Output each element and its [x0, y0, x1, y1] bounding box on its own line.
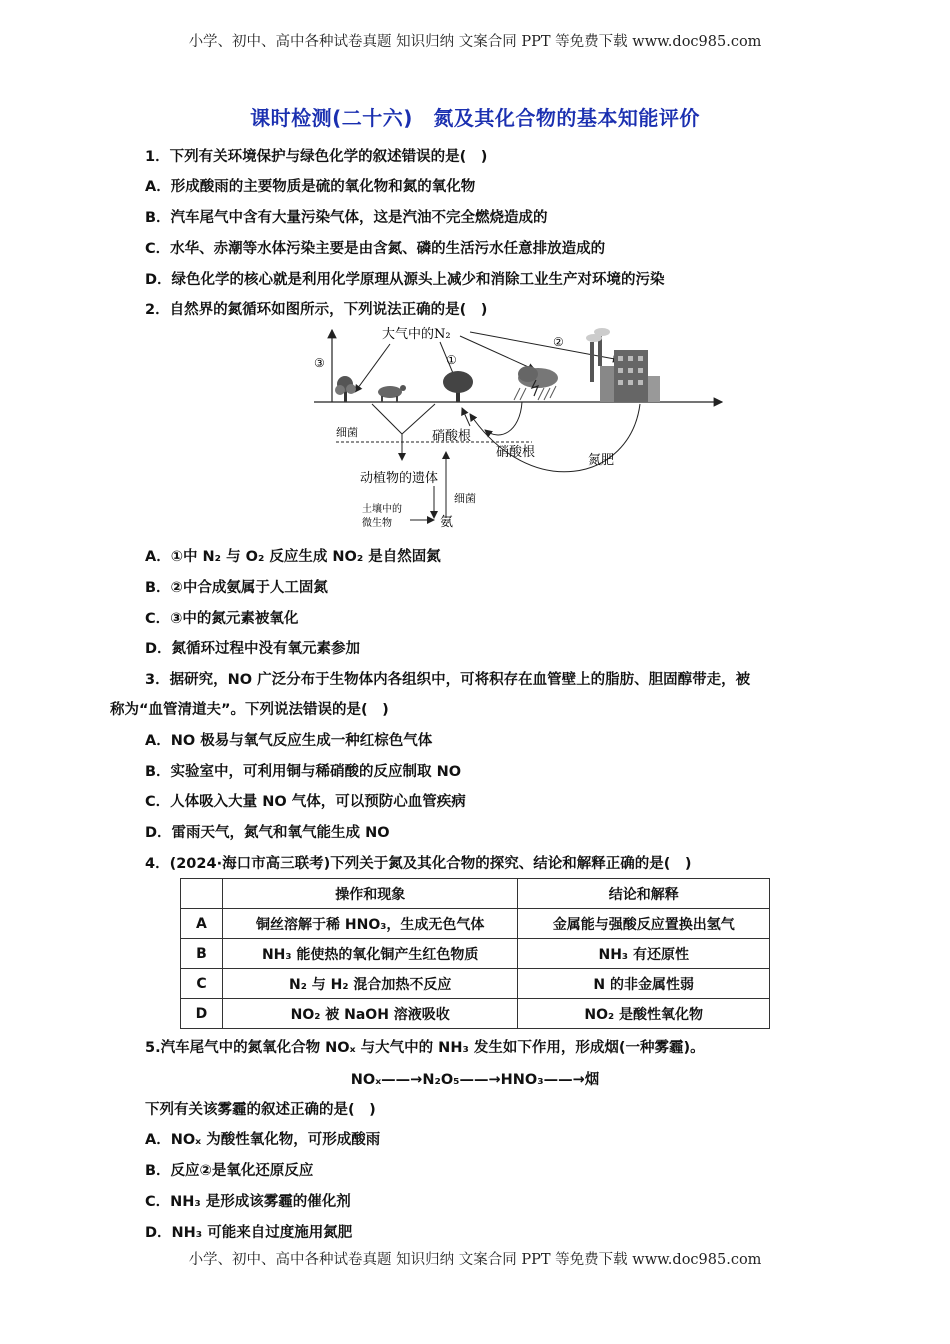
table-cell: B	[181, 939, 223, 969]
bacteria-label-1: 细菌	[336, 426, 358, 439]
funnel-right	[402, 404, 435, 434]
table-cell: NH₃ 能使热的氧化铜产生红色物质	[222, 939, 518, 969]
q3-option-d: D．雷雨天气，氮气和氧气能生成 NO	[145, 825, 390, 841]
marker-2: ②	[553, 335, 564, 349]
table-row	[181, 999, 770, 1029]
q1-option-d: D．绿色化学的核心就是利用化学原理从源头上减少和消除工业生产对环境的污染	[145, 272, 665, 288]
q5-option-d: D．NH₃ 可能来自过度施用氮肥	[145, 1225, 353, 1241]
table-cell: 金属能与强酸反应置换出氢气	[518, 909, 770, 939]
table-header-cell: 结论和解释	[518, 879, 770, 909]
q5-lead: 下列有关该雾霾的叙述正确的是( )	[145, 1102, 376, 1118]
arrow-rain-to-nitrate	[485, 402, 522, 435]
table-row	[181, 969, 770, 999]
arrow-fertilizer	[470, 404, 640, 472]
q5-stem: 5.汽车尾气中的氮氧化合物 NOₓ 与大气中的 NH₃ 发生如下作用，形成烟(一种雾霾)。	[145, 1040, 705, 1056]
q2-stem: 2．自然界的氮循环如图所示，下列说法正确的是( )	[145, 302, 488, 318]
q5-option-b: B．反应②是氧化还原反应	[145, 1163, 314, 1179]
table-header-cell: 操作和现象	[222, 879, 518, 909]
table-cell: C	[181, 969, 223, 999]
soil-label-2: 微生物	[362, 518, 392, 529]
nitrogen-cycle-diagram	[310, 322, 730, 534]
funnel-left	[372, 404, 402, 434]
page-title: 课时检测(二十六) 氮及其化合物的基本知能评价	[250, 106, 700, 130]
table-row	[181, 909, 770, 939]
q5-option-a: A．NOₓ 为酸性氧化物，可形成酸雨	[145, 1132, 381, 1148]
nfert-label: 氮肥	[588, 453, 615, 468]
cow-icon	[378, 385, 406, 402]
q3-option-a: A．NO 极易与氧气反应生成一种红棕色气体	[145, 733, 433, 749]
table-cell: NO₂ 被 NaOH 溶液吸收	[222, 999, 518, 1029]
q1-stem: 1．下列有关环境保护与绿色化学的叙述错误的是( )	[145, 149, 488, 165]
table-cell: D	[181, 999, 223, 1029]
marker-3: ③	[314, 356, 325, 370]
q4-stem: 4．(2024·海口市高三联考)下列关于氮及其化合物的探究、结论和解释正确的是( )	[145, 856, 692, 872]
q3-stem-line-1: 3．据研究，NO 广泛分布于生物体内各组织中，可将积存在血管壁上的脂肪、胆固醇带走，被	[145, 672, 751, 688]
ammonia-label: 氨	[440, 515, 454, 530]
table-header-row	[181, 879, 770, 909]
q1-option-a: A．形成酸雨的主要物质是硫的氧化物和氮的氧化物	[145, 179, 476, 195]
q2-option-d: D．氮循环过程中没有氧元素参加	[145, 641, 361, 657]
remains-label: 动植物的遗体	[360, 471, 439, 486]
n2-label: 大气中的N₂	[382, 327, 451, 342]
arrow-nitrate-to-tree	[462, 408, 470, 426]
q1-option-c: C．水华、赤潮等水体污染主要是由含氮、磷的生活污水任意排放造成的	[145, 241, 606, 257]
cloud-icon	[514, 366, 558, 400]
arrow-to-plant	[355, 344, 390, 392]
bacteria-label-2: 细菌	[454, 492, 476, 505]
table-header-cell	[181, 879, 223, 909]
factory-icon	[586, 328, 660, 402]
plant-icon	[335, 376, 356, 402]
table-cell: NH₃ 有还原性	[518, 939, 770, 969]
q2-option-a: A．①中 N₂ 与 O₂ 反应生成 NO₂ 是自然固氮	[145, 549, 441, 565]
q5-option-c: C．NH₃ 是形成该雾霾的催化剂	[145, 1194, 351, 1210]
table-row	[181, 939, 770, 969]
table-cell: NO₂ 是酸性氧化物	[518, 999, 770, 1029]
page-header: 小学、初中、高中各种试卷真题 知识归纳 文案合同 PPT 等免费下载 www.doc985.com	[188, 34, 762, 50]
q2-option-c: C．③中的氮元素被氧化	[145, 611, 299, 627]
q3-stem-line-2: 称为“血管清道夫”。下列说法错误的是( )	[110, 702, 389, 718]
page-footer: 小学、初中、高中各种试卷真题 知识归纳 文案合同 PPT 等免费下载 www.doc985.com	[188, 1252, 762, 1268]
soil-label-1: 土壤中的	[362, 504, 402, 515]
table-cell: 铜丝溶解于稀 HNO₃，生成无色气体	[222, 909, 518, 939]
q5-reaction-scheme: NOₓ——→N₂O₅——→HNO₃——→烟	[350, 1072, 600, 1088]
q1-option-b: B．汽车尾气中含有大量污染气体，这是汽油不完全燃烧造成的	[145, 210, 548, 226]
arrow-to-cloud	[460, 336, 535, 370]
marker-1: ①	[446, 353, 457, 367]
tree-icon	[443, 371, 473, 402]
table-cell: A	[181, 909, 223, 939]
nitrate-label-2: 硝酸根	[496, 445, 536, 460]
q3-option-c: C．人体吸入大量 NO 气体，可以预防心血管疾病	[145, 794, 466, 810]
q4-table	[180, 878, 770, 1029]
table-cell: N 的非金属性弱	[518, 969, 770, 999]
table-cell: N₂ 与 H₂ 混合加热不反应	[222, 969, 518, 999]
q2-option-b: B．②中合成氨属于人工固氮	[145, 580, 328, 596]
nitrate-label-1: 硝酸根	[432, 429, 472, 444]
q3-option-b: B．实验室中，可利用铜与稀硝酸的反应制取 NO	[145, 764, 462, 780]
